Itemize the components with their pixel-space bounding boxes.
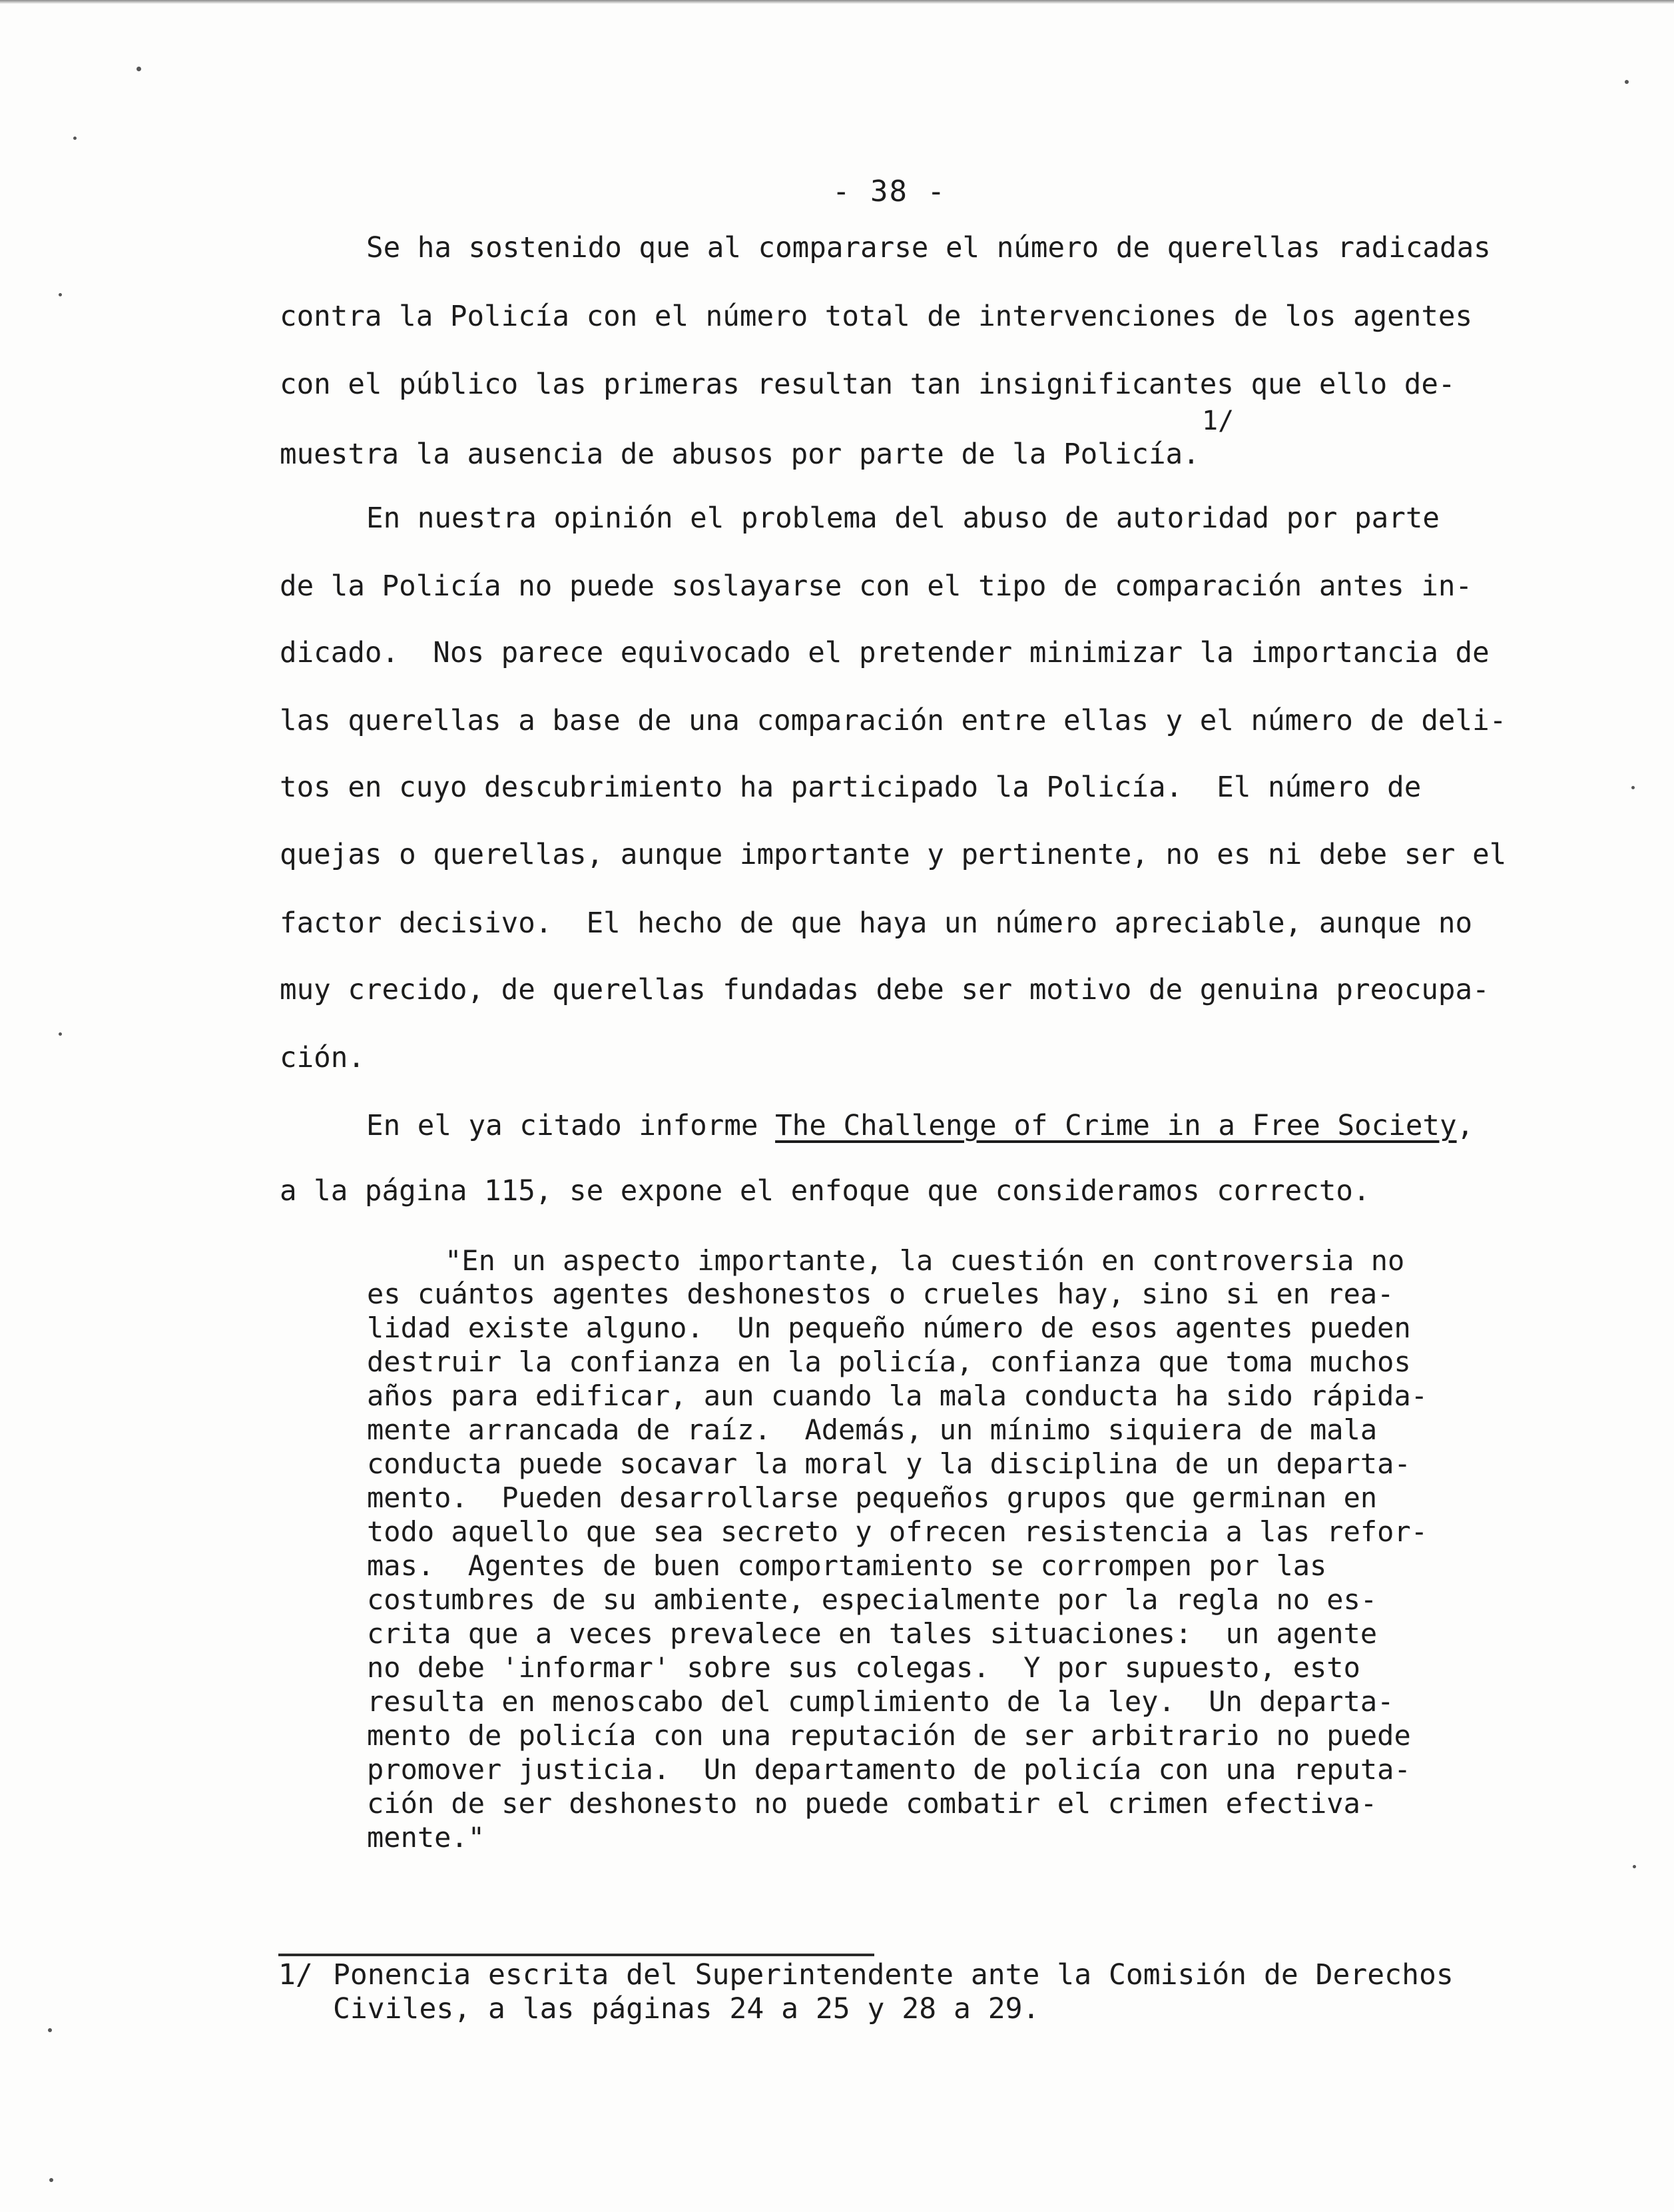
paragraph-3-line: a la página 115, se expone el enfoque que consideramos correcto. <box>280 1175 1370 1208</box>
scan-edge <box>0 0 1674 4</box>
paragraph-2-line: tos en cuyo descubrimiento ha participado la Policía. El número de <box>280 771 1422 804</box>
paragraph-2-line: de la Policía no puede soslayarse con el tipo de comparación antes in- <box>280 570 1473 603</box>
scan-speck <box>59 1032 62 1036</box>
quotation-line: promover justicia. Un departamento de policía con una reputa- <box>367 1753 1411 1786</box>
quotation-line: mas. Agentes de buen comportamiento se corrompen por las <box>367 1549 1327 1582</box>
footnote-rule <box>278 1954 874 1956</box>
quotation-line: mente arrancada de raíz. Además, un mínimo siquiera de mala <box>367 1413 1378 1446</box>
paragraph-2-line: las querellas a base de una comparación entre ellas y el número de deli- <box>280 705 1507 737</box>
footnote-line: Ponencia escrita del Superintendente ante la Comisión de Derechos <box>333 1958 1454 1992</box>
footnote-line: Civiles, a las páginas 24 a 25 y 28 a 29. <box>333 1992 1040 2026</box>
scan-speck <box>1633 1865 1636 1868</box>
paragraph-2-line: En nuestra opinión el problema del abuso de autoridad por parte <box>366 502 1440 535</box>
quotation-line: conducta puede socavar la moral y la disciplina de un departa- <box>367 1447 1411 1480</box>
footnote-reference: 1/ <box>1202 406 1235 436</box>
report-title: The Challenge of Crime in a Free Society <box>775 1110 1457 1142</box>
quotation-line: es cuántos agentes deshonestos o crueles hay, sino si en rea- <box>367 1278 1394 1310</box>
paragraph-2-line: ción. <box>280 1042 365 1074</box>
quotation-line: "En un aspecto importante, la cuestión en controversia no <box>445 1244 1405 1277</box>
scan-speck <box>1631 786 1635 789</box>
scan-speck <box>48 2028 52 2032</box>
footnote-mark: 1/ <box>278 1958 313 1992</box>
quotation-line: mento. Pueden desarrollarse pequeños grupos que germinan en <box>367 1481 1378 1514</box>
paragraph-2-line: quejas o querellas, aunque importante y pertinente, no es ni debe ser el <box>280 839 1507 871</box>
quotation-line: crita que a veces prevalece en tales situaciones: un agente <box>367 1617 1378 1650</box>
scan-speck <box>137 67 141 71</box>
page-number: - 38 - <box>832 175 946 208</box>
quotation-line: destruir la confianza en la policía, confianza que toma muchos <box>367 1345 1411 1378</box>
quotation-line: costumbres de su ambiente, especialmente por la regla no es- <box>367 1583 1378 1616</box>
paragraph-3-line <box>366 1112 1474 1141</box>
paragraph-2-line: dicado. Nos parece equivocado el pretender minimizar la importancia de <box>280 637 1490 669</box>
paragraph-1-line: Se ha sostenido que al compararse el número de querellas radicadas <box>366 232 1491 264</box>
scan-speck <box>59 293 62 296</box>
quotation-line: resulta en menoscabo del cumplimiento de la ley. Un departa- <box>367 1685 1394 1718</box>
scan-speck <box>49 2178 53 2182</box>
paragraph-1-line: contra la Policía con el número total de intervenciones de los agentes <box>280 300 1473 333</box>
quotation-line: años para edificar, aun cuando la mala conducta ha sido rápida- <box>367 1379 1428 1412</box>
quotation-line: mento de policía con una reputación de ser arbitrario no puede <box>367 1719 1411 1752</box>
quotation-line: ción de ser deshonesto no puede combatir el crimen efectiva- <box>367 1787 1378 1820</box>
paragraph-2-line: factor decisivo. El hecho de que haya un número apreciable, aunque no <box>280 907 1473 940</box>
paragraph-1-line: muestra la ausencia de abusos por parte de la Policía. <box>280 438 1200 471</box>
quotation-line: lidad existe alguno. Un pequeño número de esos agentes pueden <box>367 1311 1411 1344</box>
quotation-line: mente." <box>367 1821 485 1854</box>
paragraph-1-line: con el público las primeras resultan tan insignificantes que ello de- <box>280 368 1456 401</box>
scan-speck <box>73 137 77 140</box>
scan-speck <box>1625 80 1629 84</box>
quotation-line: todo aquello que sea secreto y ofrecen resistencia a las refor- <box>367 1515 1428 1548</box>
paragraph-3-prefix: En el ya citado informe <box>366 1110 776 1142</box>
paragraph-3-suffix: , <box>1456 1110 1474 1142</box>
paragraph-2-line: muy crecido, de querellas fundadas debe ser motivo de genuina preocupa- <box>280 974 1490 1006</box>
quotation-line: no debe 'informar' sobre sus colegas. Y por supuesto, esto <box>367 1651 1360 1684</box>
